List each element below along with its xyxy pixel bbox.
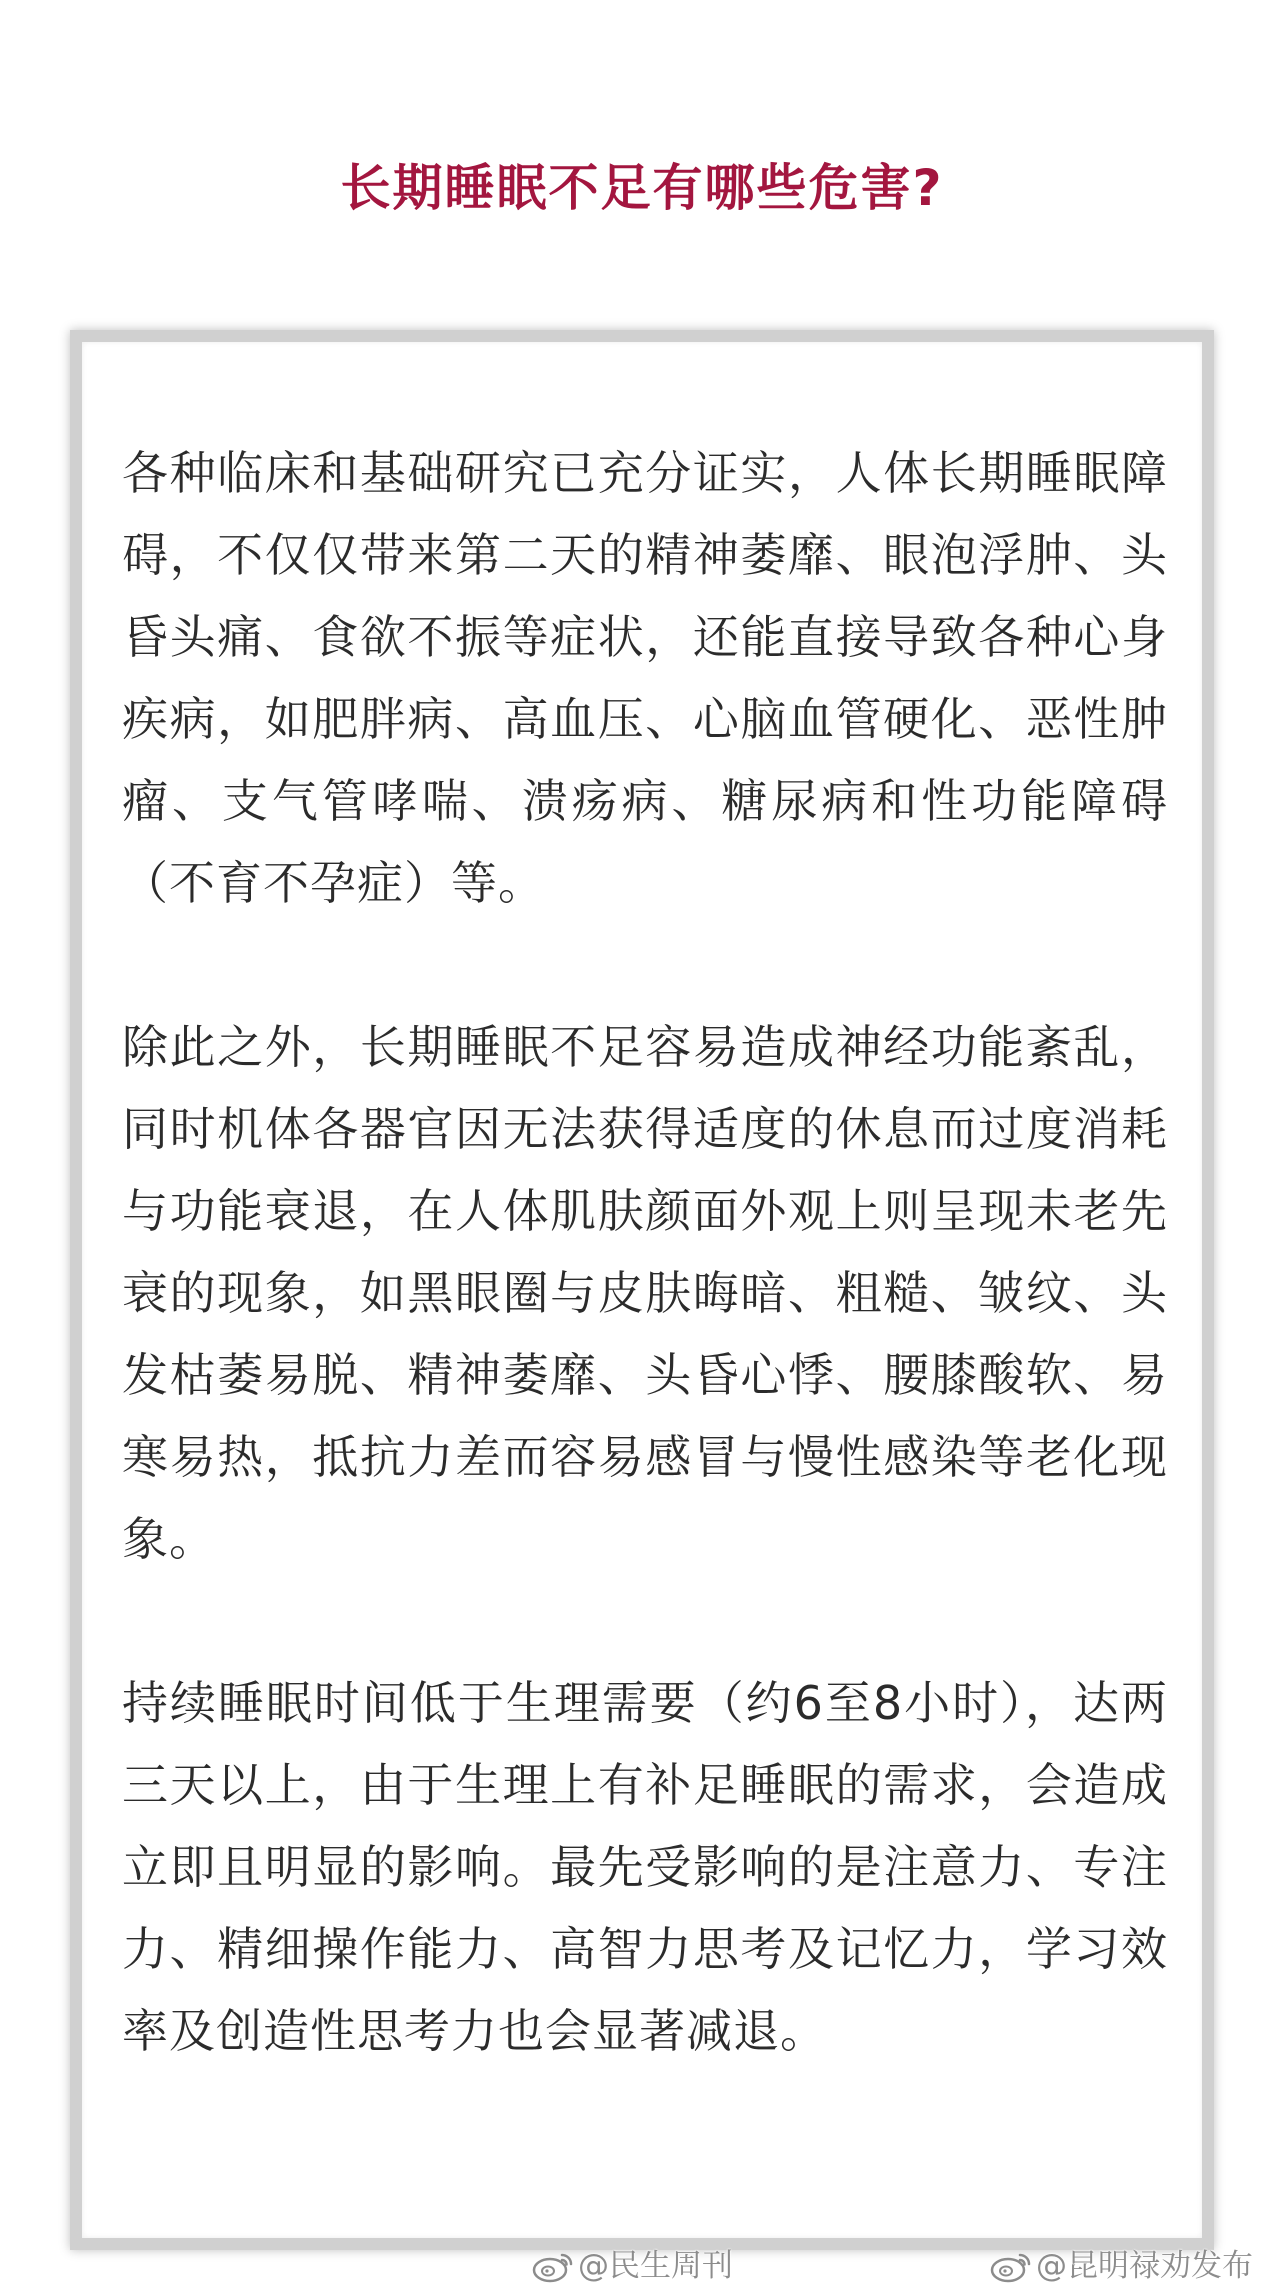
paragraph-2: 除此之外，长期睡眠不足容易造成神经功能紊乱，同时机体各器官因无法获得适度的休息而过度消耗与功能衰退，在人体肌肤颜面外观上则呈现未老先衰的现象，如黑眼圈与皮肤晦暗、粗糙、皱纹、头发枯萎易脱、精神萎靡、头昏心悸、腰膝酸软、易寒易热，抵抗力差而容易感冒与慢性感染等老化现象。 — [122, 1020, 1168, 1566]
weibo-icon — [532, 2249, 576, 2283]
watermarks — [0, 2246, 1284, 2286]
article-body — [122, 432, 1168, 2154]
watermark-left — [532, 2246, 733, 2286]
paragraph-3: 持续睡眠时间低于生理需要（约6至8小时），达两三天以上，由于生理上有补足睡眠的需求，会造成立即且明显的影响。最先受影响的是注意力、专注力、精细操作能力、高智力思考及记忆力，学习效率及创造性思考力也会显著减退。 — [122, 1676, 1168, 2058]
watermark-right-text: @昆明禄劝发布 — [1036, 2248, 1253, 2284]
watermark-right — [990, 2246, 1253, 2286]
paragraph-1: 各种临床和基础研究已充分证实，人体长期睡眠障碍，不仅仅带来第二天的精神萎靡、眼泡浮肿、头昏头痛、食欲不振等症状，还能直接导致各种心身疾病，如肥胖病、高血压、心脑血管硬化、恶性肿瘤、支气管哮喘、溃疡病、糖尿病和性功能障碍（不育不孕症）等。 — [122, 446, 1168, 910]
page-title: 长期睡眠不足有哪些危害? — [340, 159, 944, 217]
article-card — [70, 330, 1214, 2250]
watermark-left-text: @民生周刊 — [578, 2248, 733, 2284]
weibo-icon — [990, 2249, 1034, 2283]
